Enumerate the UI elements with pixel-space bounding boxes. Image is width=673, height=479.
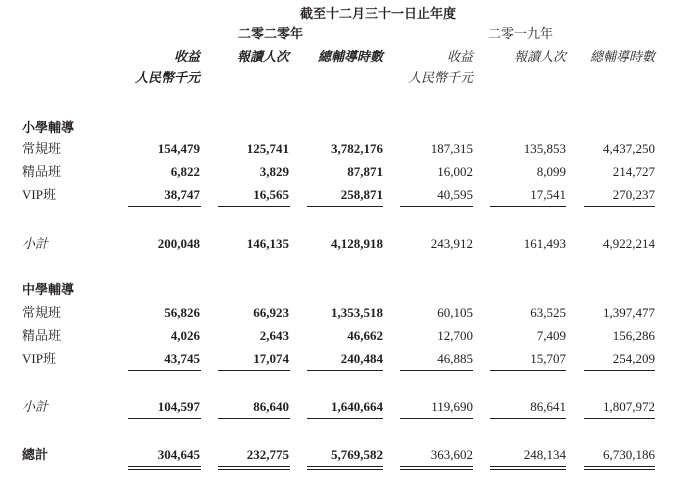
cell-hours-2019: 1,807,972 (603, 399, 655, 414)
cell-enrollments-2019: 63,525 (530, 305, 566, 320)
cell-enrollments-2020: 146,135 (246, 236, 289, 251)
rule (218, 418, 290, 419)
double-rule (128, 466, 201, 467)
cell-revenue-2020: 104,597 (157, 399, 200, 414)
row-label: 小計 (22, 399, 49, 414)
cell-enrollments-2019: 86,641 (530, 399, 566, 414)
cell-revenue-2019: 12,700 (437, 328, 473, 343)
year-2019-heading: 二零一九年 (488, 26, 554, 41)
cell-hours-2020: 46,662 (347, 328, 383, 343)
cell-enrollments-2020: 125,741 (246, 141, 289, 156)
cell-revenue-2020: 38,747 (164, 187, 200, 202)
rule (128, 418, 201, 419)
col-header-enrollments-2020: 報讀人次 (236, 49, 289, 64)
double-rule (490, 469, 566, 470)
rule (584, 418, 655, 419)
year-2020-heading: 二零二零年 (238, 26, 304, 41)
cell-revenue-2019: 119,690 (431, 399, 473, 414)
cell-revenue-2020: 304,645 (157, 447, 200, 462)
double-rule (307, 466, 383, 467)
cell-hours-2019: 270,237 (612, 187, 655, 202)
cell-hours-2019: 4,922,214 (603, 236, 655, 251)
cell-hours-2020: 4,128,918 (331, 236, 383, 251)
row-label: 總計 (22, 447, 49, 462)
row-label: 精品班 (22, 328, 62, 343)
col-header-hours-2019: 總輔導時數 (589, 49, 655, 64)
double-rule (218, 466, 290, 467)
cell-enrollments-2020: 16,565 (253, 187, 289, 202)
cell-enrollments-2019: 135,853 (523, 141, 566, 156)
cell-hours-2020: 3,782,176 (331, 141, 383, 156)
row-label: 常規班 (22, 305, 62, 320)
cell-hours-2019: 6,730,186 (603, 447, 655, 462)
cell-hours-2019: 1,397,477 (603, 305, 655, 320)
rule (490, 370, 566, 371)
rule (400, 418, 473, 419)
cell-hours-2020: 1,353,518 (331, 305, 383, 320)
cell-revenue-2019: 46,885 (437, 351, 473, 366)
period-title: 截至十二月三十一日止年度 (300, 6, 457, 21)
row-label: 小計 (22, 236, 49, 251)
cell-hours-2020: 1,640,664 (331, 399, 383, 414)
rule (128, 206, 201, 207)
col-header-hours-2020: 總輔導時數 (317, 49, 383, 64)
cell-enrollments-2020: 17,074 (253, 351, 289, 366)
cell-enrollments-2020: 2,643 (259, 328, 289, 343)
cell-enrollments-2020: 86,640 (253, 399, 289, 414)
rule (218, 370, 290, 371)
row-label: VIP班 (22, 351, 56, 366)
row-label: 常規班 (22, 141, 62, 156)
rule (400, 370, 473, 371)
double-rule (400, 466, 473, 467)
double-rule (400, 469, 473, 470)
cell-hours-2019: 156,286 (612, 328, 655, 343)
cell-revenue-2019: 243,912 (430, 236, 473, 251)
rule (128, 370, 201, 371)
rule (490, 206, 566, 207)
row-label: VIP班 (22, 187, 56, 202)
cell-enrollments-2020: 232,775 (246, 447, 289, 462)
section-title-secondary: 中學輔導 (22, 282, 75, 297)
cell-revenue-2019: 187,315 (430, 141, 473, 156)
col-header-revenue-2020: 收益 (173, 49, 200, 64)
cell-enrollments-2020: 3,829 (259, 164, 289, 179)
double-rule (307, 469, 383, 470)
double-rule (490, 466, 566, 467)
cell-hours-2020: 87,871 (347, 164, 383, 179)
rule (490, 418, 566, 419)
cell-enrollments-2019: 8,099 (536, 164, 566, 179)
double-rule (584, 469, 655, 470)
cell-enrollments-2019: 248,134 (523, 447, 566, 462)
rule (218, 206, 290, 207)
rule (307, 206, 383, 207)
rule (584, 206, 655, 207)
double-rule (218, 469, 290, 470)
cell-enrollments-2019: 161,493 (523, 236, 566, 251)
col-header-revenue-unit-2020: 人民幣千元 (134, 70, 200, 85)
row-label: 精品班 (22, 164, 62, 179)
cell-revenue-2019: 363,602 (430, 447, 473, 462)
cell-revenue-2020: 43,745 (164, 351, 200, 366)
cell-revenue-2019: 40,595 (437, 187, 473, 202)
cell-enrollments-2019: 17,541 (530, 187, 566, 202)
cell-revenue-2020: 154,479 (157, 141, 200, 156)
cell-hours-2020: 258,871 (340, 187, 383, 202)
rule (400, 206, 473, 207)
double-rule (128, 469, 201, 470)
cell-revenue-2020: 200,048 (157, 236, 200, 251)
rule (307, 370, 383, 371)
cell-hours-2020: 5,769,582 (331, 447, 383, 462)
cell-revenue-2020: 4,026 (170, 328, 200, 343)
cell-hours-2019: 254,209 (612, 351, 655, 366)
rule (307, 418, 383, 419)
cell-enrollments-2019: 7,409 (536, 328, 566, 343)
cell-hours-2019: 214,727 (612, 164, 655, 179)
cell-revenue-2019: 16,002 (437, 164, 473, 179)
cell-revenue-2019: 60,105 (437, 305, 473, 320)
cell-revenue-2020: 56,826 (164, 305, 200, 320)
cell-hours-2019: 4,437,250 (603, 141, 655, 156)
cell-hours-2020: 240,484 (340, 351, 383, 366)
double-rule (584, 466, 655, 467)
cell-enrollments-2019: 15,707 (530, 351, 566, 366)
cell-revenue-2020: 6,822 (170, 164, 200, 179)
section-title-primary: 小學輔導 (22, 120, 75, 135)
col-header-revenue-2019: 收益 (446, 49, 473, 64)
col-header-enrollments-2019: 報讀人次 (513, 49, 566, 64)
col-header-revenue-unit-2019: 人民幣千元 (407, 70, 473, 85)
cell-enrollments-2020: 66,923 (253, 305, 289, 320)
rule (584, 370, 655, 371)
